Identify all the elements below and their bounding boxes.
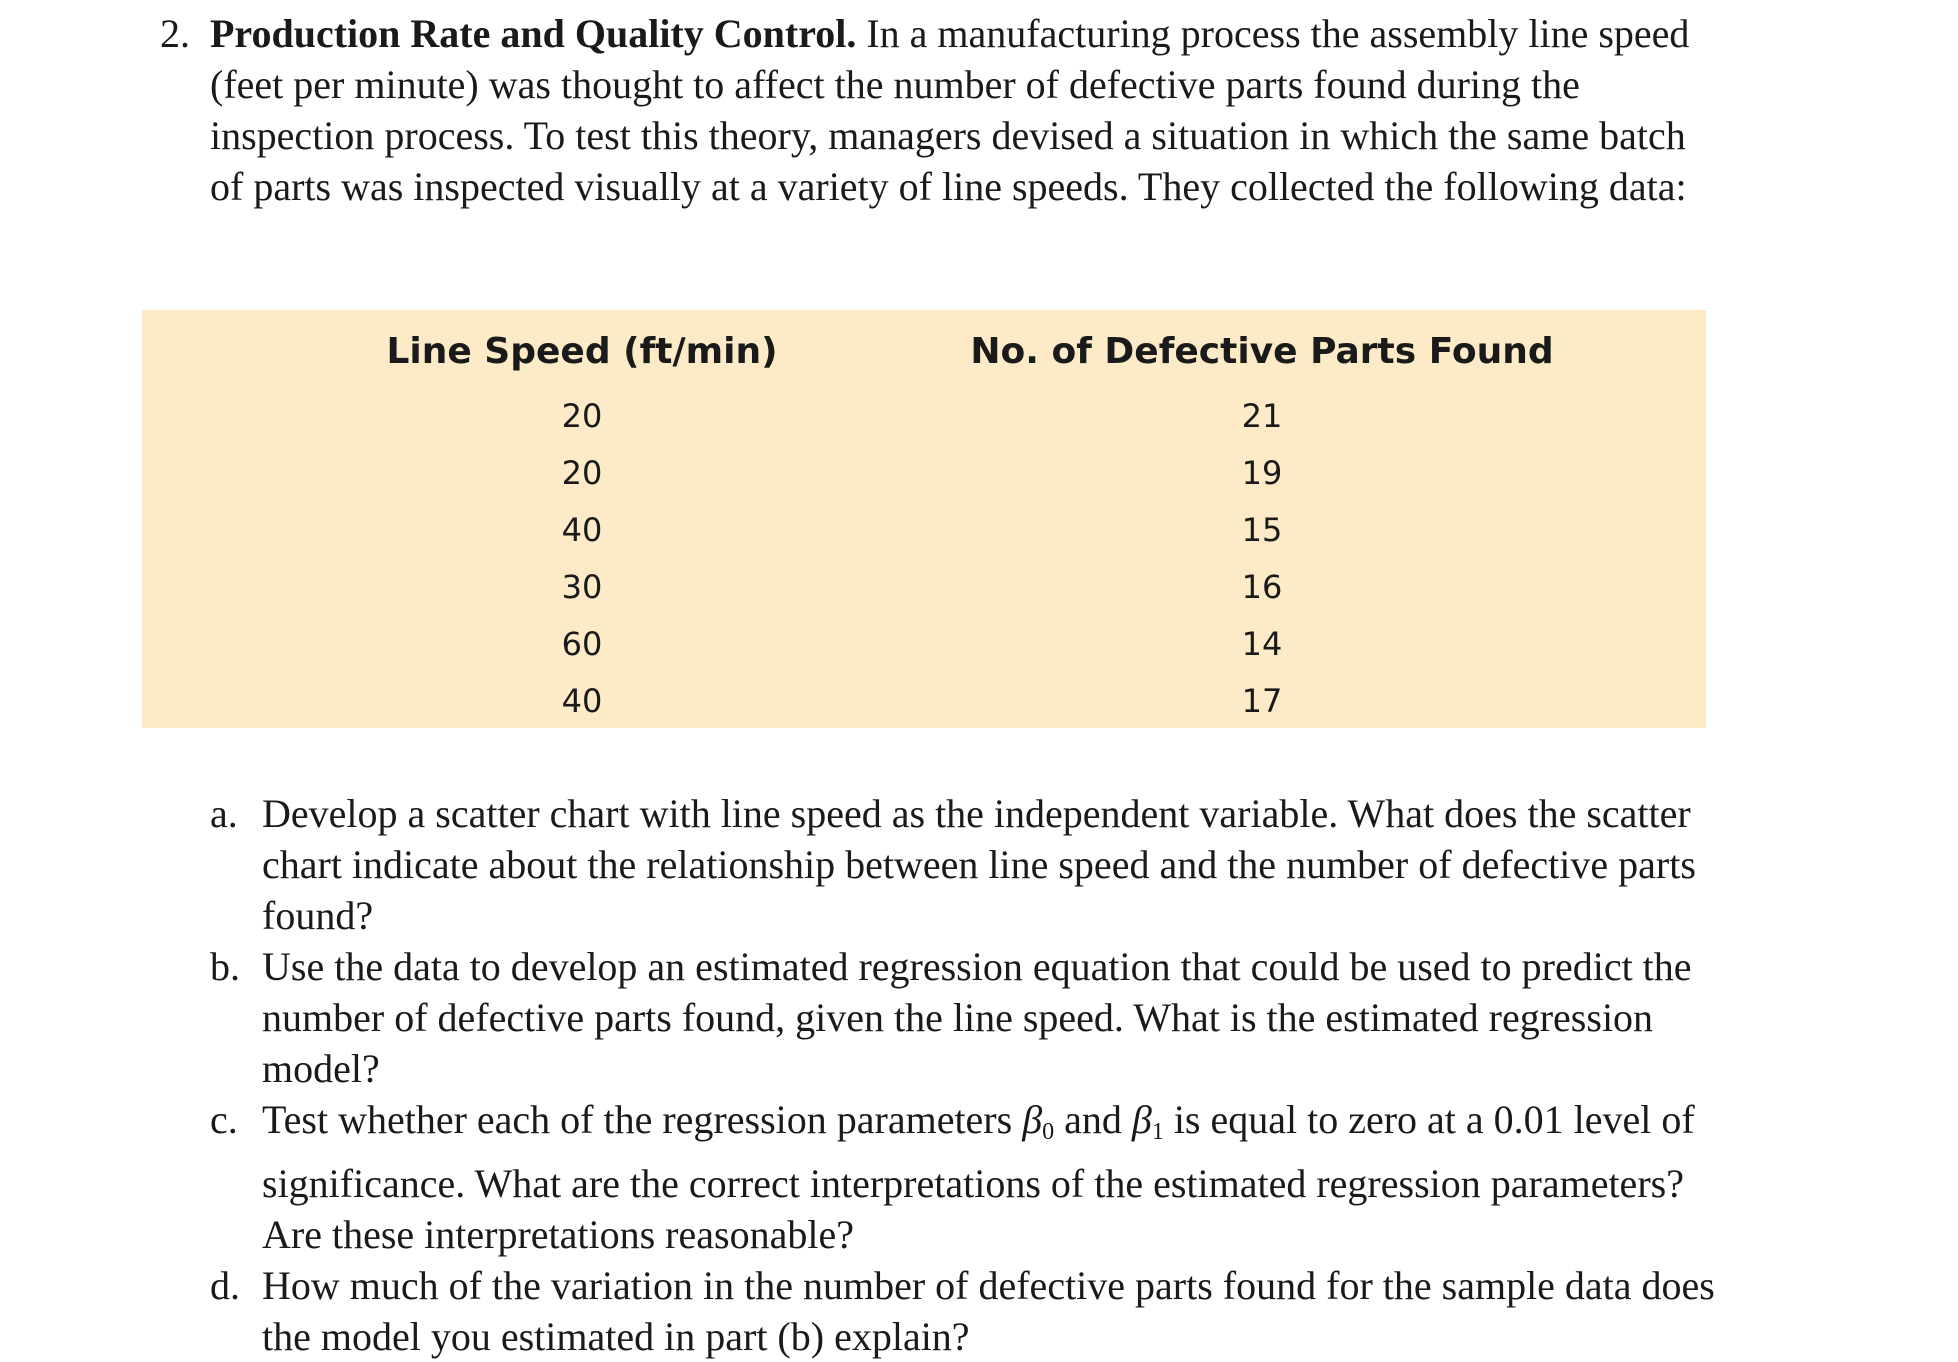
- line-speed-cell: 40: [561, 511, 603, 549]
- question-letter: c.: [210, 1097, 238, 1142]
- line-speed-cell: 30: [561, 568, 603, 606]
- question-a: [210, 788, 1730, 941]
- question-text: How much of the variation in the number of defective parts found for the sample data does the model you estimated in part (b) explain?: [262, 1263, 1715, 1359]
- question-text-before: Test whether each of the regression parameters: [262, 1097, 1023, 1142]
- question-letter: b.: [210, 944, 240, 989]
- line-speed-cell: 20: [561, 454, 603, 492]
- defective-parts-cell: 15: [1241, 511, 1283, 549]
- problem-statement: [160, 8, 1720, 212]
- defective-parts-column: [902, 322, 1622, 730]
- question-d: [210, 1260, 1730, 1362]
- question-text-after: is equal to zero at a 0.01 level of significance. What are the correct interpretations of the estimated regression parameters? Are these interpretations reasonable?: [262, 1097, 1695, 1257]
- question-letter: a.: [210, 791, 238, 836]
- beta-glyph: β: [1131, 1097, 1152, 1142]
- line-speed-cell: 40: [561, 682, 603, 720]
- data-table: [142, 310, 1706, 728]
- beta-subscript: 1: [1151, 1119, 1164, 1145]
- line-speed-cell: 60: [561, 625, 603, 663]
- line-speed-header: Line Speed (ft/min): [386, 331, 778, 372]
- defective-parts-header: No. of Defective Parts Found: [970, 331, 1554, 372]
- beta-one-symbol: [1131, 1097, 1164, 1145]
- question-and-word: and: [1054, 1097, 1132, 1142]
- beta-glyph: β: [1022, 1097, 1043, 1142]
- line-speed-column: [372, 322, 792, 730]
- defective-parts-cell: 17: [1241, 682, 1283, 720]
- problem-number: 2.: [160, 11, 190, 56]
- defective-parts-cell: 14: [1241, 625, 1283, 663]
- question-text: Develop a scatter chart with line speed as the independent variable. What does the scatter chart indicate about the relationship between line speed and the number of defective parts found?: [262, 791, 1696, 938]
- question-b: [210, 941, 1730, 1094]
- question-c: [210, 1094, 1730, 1260]
- defective-parts-cell: 21: [1241, 397, 1283, 435]
- problem-intro: [160, 8, 1720, 212]
- beta-subscript: 0: [1042, 1119, 1055, 1145]
- defective-parts-cell: 16: [1241, 568, 1283, 606]
- defective-parts-cell: 19: [1241, 454, 1283, 492]
- problem-title: Production Rate and Quality Control.: [210, 11, 857, 56]
- question-text: Use the data to develop an estimated regression equation that could be used to predict the number of defective parts found, given the line speed. What is the estimated regression model?: [262, 944, 1692, 1091]
- line-speed-cell: 20: [561, 397, 603, 435]
- problem-intro-text: In a manufacturing process the assembly line speed (feet per minute) was thought to affect the number of defective parts found during the inspection process. To test this theory, managers devised a situation in which the same batch of parts was inspected visually at a variety of line speeds. They collected the following data:: [210, 11, 1690, 209]
- question-letter: d.: [210, 1263, 240, 1308]
- beta-zero-symbol: [1022, 1097, 1055, 1145]
- question-list: [210, 788, 1730, 1362]
